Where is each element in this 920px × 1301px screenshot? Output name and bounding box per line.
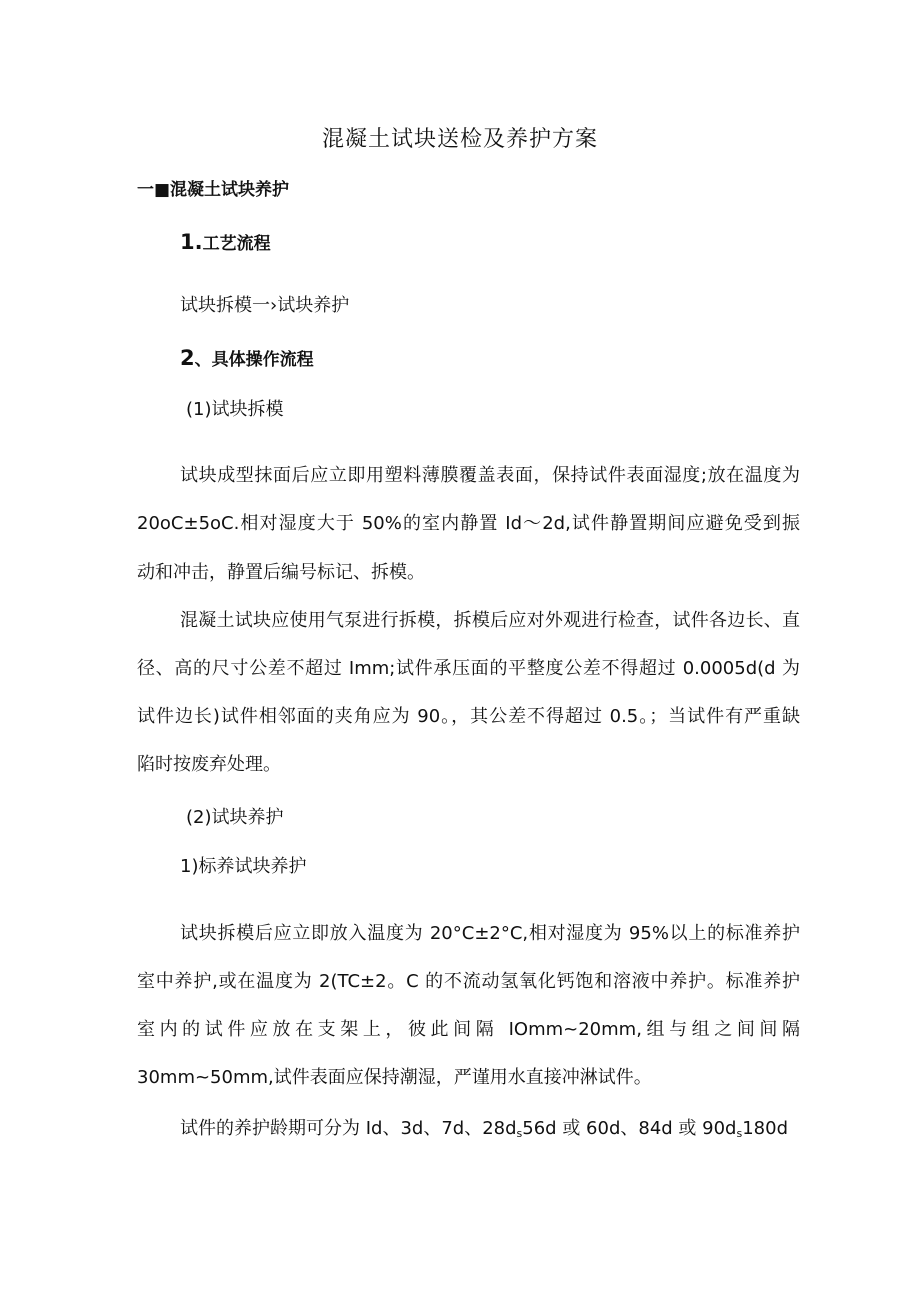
subsection-title: 工艺流程 bbox=[202, 234, 271, 254]
paragraph-line: 试块拆模后应立即放入温度为 20°C±2°C,相对湿度为 95%以上的标准养护 bbox=[180, 923, 800, 944]
curing-age-text: 试件的养护龄期可分为 Id、3d、7d、28d bbox=[180, 1118, 517, 1139]
subscript-s: s bbox=[736, 1127, 743, 1140]
paragraph-line: 20oC±5oC.相对湿度大于 50%的室内静置 Id～2d,试件静置期间应避免受到振 bbox=[137, 513, 800, 534]
subsection-heading-operation bbox=[180, 346, 314, 372]
subsection-number: 1. bbox=[180, 230, 203, 254]
curing-age-text: 56d 或 60d、84d 或 90d bbox=[522, 1118, 737, 1139]
item-standard-curing: 1)标养试块养护 bbox=[180, 856, 307, 877]
process-flow-text: 试块拆模一›试块养护 bbox=[180, 295, 350, 316]
paragraph-line: 试件边长)试件相邻面的夹角应为 90。，其公差不得超过 0.5。；当试件有严重缺 bbox=[137, 706, 800, 727]
subsection-heading-process bbox=[180, 230, 271, 256]
paragraph-line: 动和冲击，静置后编号标记、拆模。 bbox=[137, 562, 425, 583]
paragraph-line: 室中养护,或在温度为 2(TC±2。C 的不流动氢氧化钙饱和溶液中养护。标准养护 bbox=[137, 971, 800, 992]
paragraph-line: 混凝土试块应使用气泵进行拆模，拆模后应对外观进行检查，试件各边长、直 bbox=[180, 610, 800, 631]
paragraph-line: 径、高的尺寸公差不超过 Imm;试件承压面的平整度公差不得超过 0.0005d(d 为 bbox=[137, 658, 800, 679]
curing-age-text: 180d bbox=[742, 1118, 789, 1139]
subsection-title: 、具体操作流程 bbox=[194, 350, 314, 370]
paragraph-line: 试块成型抹面后应立即用塑料薄膜覆盖表面，保持试件表面湿度;放在温度为 bbox=[180, 465, 800, 486]
paragraph-line: 室内的试件应放在支架上，彼此间隔 IOmm~20mm,组与组之间间隔 bbox=[137, 1019, 800, 1040]
paragraph-line: 陷时按废弃处理。 bbox=[137, 754, 281, 775]
item-demolding: (1)试块拆模 bbox=[186, 399, 284, 420]
paragraph-line: 30mm~50mm,试件表面应保持潮湿，严谨用水直接冲淋试件。 bbox=[137, 1067, 652, 1088]
document-title: 混凝土试块送检及养护方案 bbox=[321, 127, 598, 152]
subscript-s: s bbox=[516, 1127, 523, 1140]
subsection-number: 2 bbox=[180, 346, 195, 370]
paragraph-line-curing-age bbox=[180, 1117, 788, 1141]
section-heading-curing: 一■混凝土试块养护 bbox=[137, 180, 290, 200]
item-curing: (2)试块养护 bbox=[186, 807, 284, 828]
